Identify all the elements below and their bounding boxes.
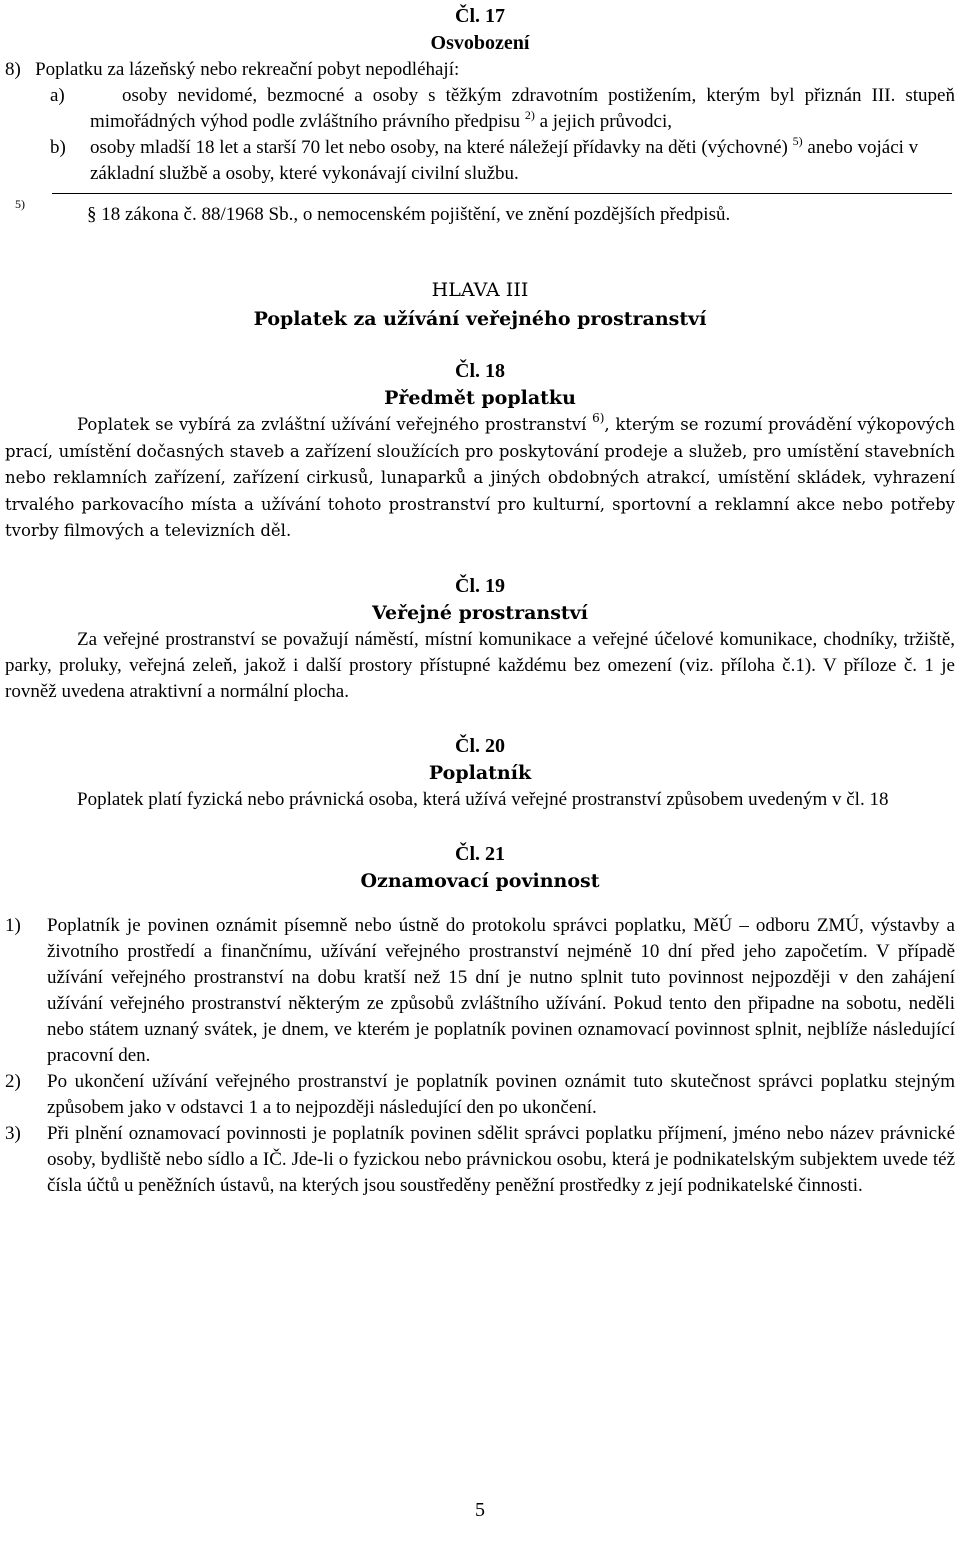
footnote-5 xyxy=(15,197,955,228)
article-18-text-part1: Poplatek se vybírá za zvláštní užívání veřejného prostranství xyxy=(77,415,587,434)
chapter-title: Poplatek za užívání veřejného prostranství xyxy=(253,308,707,330)
article-20-title: Poplatník xyxy=(428,761,532,784)
article-21-item-3 xyxy=(5,1121,955,1199)
article-17-intro: 8) Poplatku za lázeňský nebo rekreační pobyt nepodléhají: xyxy=(5,59,460,80)
article-19-number: Čl. 19 xyxy=(455,574,505,597)
footnote-separator xyxy=(52,193,952,194)
footnote-mark: 5) xyxy=(15,197,25,211)
chapter-label: HLAVA III xyxy=(431,279,529,301)
article-17-title: Osvobození xyxy=(430,32,530,54)
article-21-item-2 xyxy=(5,1069,955,1121)
article-19-text: Za veřejné prostranství se považují náměstí, místní komunikace a veřejné účelové komunikace, chodníky, tržiště, parky, proluky, veřejná zeleň, jakož i další prostory přístupné každému bez omezení (viz. příloha č.1). V příloze č. 1 je rovněž uvedena atraktivní a normální plocha. xyxy=(5,628,955,702)
article-21-title: Oznamovací povinnost xyxy=(360,869,600,892)
article-21-number: Čl. 21 xyxy=(455,842,505,865)
item-1-text: Poplatník je povinen oznámit písemně nebo ústně do protokolu správci poplatku, MěÚ – odboru ZMÚ, výstavby a životního prostředí a finančnímu, užívání veřejného prostranství nejméně 10 dní před jeho započetím. V případě užívání veřejného prostranství na dobu kratší než 15 dní je nutno splnit tuto povinnost nejpozději v den zahájení užívání veřejného prostranství některým ze způsobů zvláštního užívání. Pokud tento den připadne na sobotu, neděli nebo státem uznaný svátek, je dnem, ve kterém je poplatník povinen oznamovací povinnost splnit, nejblíže následující pracovní den. xyxy=(47,914,955,1066)
item-a-text-part1: osoby nevidomé, bezmocné a osoby s těžkým zdravotním postižením, kterým byl přiznán III. stupeň mimořádných výhod podle zvláštního právního předpisu xyxy=(90,85,955,132)
item-2-label: 2) xyxy=(5,1070,21,1092)
article-18-number: Čl. 18 xyxy=(455,360,505,382)
article-20-number: Čl. 20 xyxy=(455,734,505,757)
item-a-label: a) xyxy=(50,85,65,106)
article-18-footnote-ref: 6) xyxy=(592,411,605,425)
article-18-title: Předmět poplatku xyxy=(384,387,576,409)
item-b-footnote-ref: 5) xyxy=(792,134,803,148)
article-19-title: Veřejné prostranství xyxy=(372,601,588,624)
item-b-label: b) xyxy=(50,137,66,158)
item-b-text-part2: anebo vojáci v základní službě a osoby, které vykonávají civilní službu. xyxy=(90,137,919,184)
item-a-text xyxy=(90,83,955,135)
footnote-text: § 18 zákona č. 88/1968 Sb., o nemocenském pojištění, ve znění pozdějších předpisů. xyxy=(87,204,731,225)
item-3-label: 3) xyxy=(5,1122,21,1144)
article-17-item-b xyxy=(5,135,955,187)
article-21-item-1 xyxy=(5,913,955,1069)
article-20-text: Poplatek platí fyzická nebo právnická osoba, která užívá veřejné prostranství způsobem uvedeným v čl. 18 xyxy=(77,788,889,810)
item-a-text-part2: a jejich průvodci, xyxy=(539,111,672,132)
document-page xyxy=(5,3,955,1199)
item-1-label: 1) xyxy=(5,914,21,936)
article-18-text-part2: , kterým se rozumí provádění výkopových prací, umístění dočasných staveb a zařízení sloužících pro poskytování prodeje a služeb, pro umístění stavebních nebo reklamních zařízení, zařízení cirkusů, lunaparků a jiných obdobných atrakcí, umístění skládek, vyhrazení trvalého parkovacího místa a užívání tohoto prostranství pro kulturní, sportovní a reklamní akce nebo potřeby tvorby filmových a televizních děl. xyxy=(5,415,956,540)
item-b-text-part1: osoby mladší 18 let a starší 70 let nebo osoby, na které náležejí přídavky na děti (výchovné) xyxy=(90,137,788,158)
article-18-text xyxy=(5,412,955,545)
item-3-text: Při plnění oznamovací povinnosti je poplatník povinen sdělit správci poplatku příjmení, jméno nebo název právnické osoby, bydliště nebo sídlo a IČ. Jde-li o fyzickou nebo právnickou osobu, která je podnikatelským subjektem uvede též čísla účtů u peněžních ústavů, na kterých jsou soustředěny peněžní prostředky z její podnikatelské činnosti. xyxy=(47,1122,955,1196)
item-2-text: Po ukončení užívání veřejného prostranství je poplatník povinen oznámit tuto skutečnost správci poplatku stejným způsobem jako v odstavci 1 a to nejpozději následující den po ukončení. xyxy=(47,1070,955,1118)
article-17-item-a xyxy=(5,83,955,135)
page-number: 5 xyxy=(475,1499,485,1521)
item-a-footnote-ref: 2) xyxy=(524,108,535,122)
item-b-text xyxy=(90,135,955,187)
article-17-number: Čl. 17 xyxy=(455,5,505,27)
